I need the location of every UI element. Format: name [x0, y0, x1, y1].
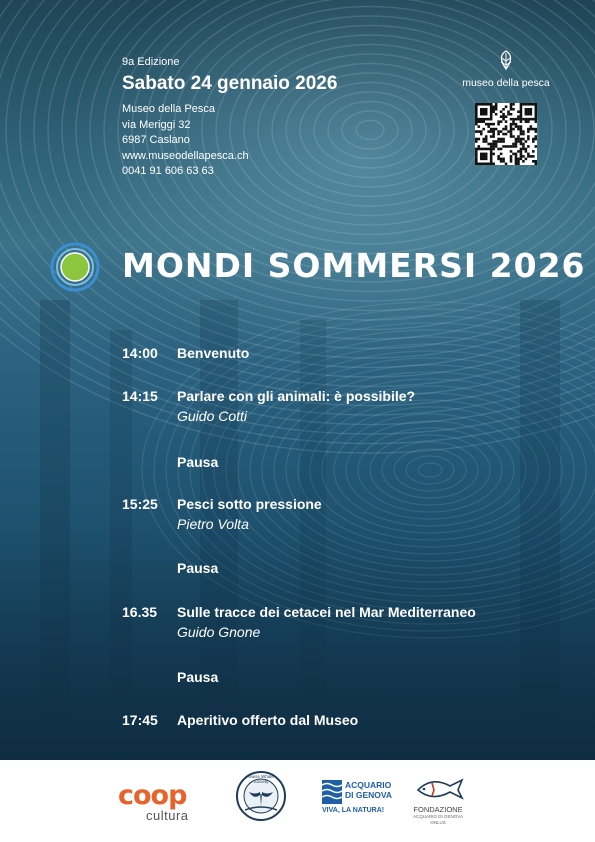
program-title: Pausa — [177, 560, 219, 576]
acquario-line1: ACQUARIO — [345, 780, 392, 790]
coop-logo-word: coop — [118, 780, 187, 811]
fondazione-line3: ONLUS — [430, 820, 446, 825]
edition-label: 9a Edizione — [122, 56, 180, 68]
program-row — [122, 711, 358, 729]
program-row — [122, 387, 415, 405]
event-title-block — [50, 242, 586, 294]
program-time: 17:45 — [122, 712, 158, 728]
program-speaker: Pietro Volta — [177, 516, 249, 532]
program-title: Pausa — [177, 669, 219, 685]
program-time: 15:25 — [122, 496, 158, 512]
fondazione-line1: FONDAZIONE — [413, 805, 463, 814]
venue-city: 6987 Caslano — [122, 134, 190, 146]
program-row — [122, 453, 218, 471]
venue-phone: 0041 91 606 63 63 — [122, 165, 214, 177]
program-title: Pausa — [177, 454, 219, 470]
program-speaker: Guido Gnone — [177, 624, 261, 640]
event-date: Sabato 24 gennaio 2026 — [122, 73, 338, 94]
program-row — [122, 668, 218, 686]
sponsor-swiss-whale-society[interactable] — [235, 770, 287, 827]
program-row — [122, 344, 249, 362]
sponsor-coop-cultura[interactable] — [118, 782, 189, 823]
program-row — [122, 559, 218, 577]
acquario-line2: DI GENOVA — [345, 790, 393, 800]
qr-code[interactable] — [475, 103, 537, 165]
fondazione-line2: ACQUARIO DI GENOVA — [413, 814, 463, 819]
program-speaker: Guido Cotti — [177, 408, 248, 424]
program-title: Pesci sotto pressione — [177, 496, 322, 512]
museum-brand-name: museo della pesca — [462, 77, 550, 89]
coop-logo-sub: cultura — [146, 808, 189, 823]
program-row — [122, 603, 476, 621]
sponsor-footer — [0, 760, 595, 842]
museum-leaf-logo-icon — [495, 50, 517, 70]
venue-website[interactable]: www.museodellapesca.ch — [122, 149, 249, 162]
museum-brand — [452, 50, 560, 89]
swiss-whale-name: Swiss Whale Society — [248, 774, 274, 784]
fish-outline-icon — [410, 776, 466, 800]
qr-code-icon — [475, 103, 537, 165]
program-row — [122, 495, 322, 513]
sponsor-fondazione-acquario[interactable] — [410, 776, 466, 826]
program-time: 14:15 — [122, 388, 158, 404]
sponsor-acquario-genova[interactable] — [322, 780, 392, 814]
acquario-logo-text — [345, 780, 392, 800]
venue-name: Museo della Pesca — [122, 103, 215, 115]
program-title: Aperitivo offerto dal Museo — [177, 712, 359, 728]
venue-address — [122, 102, 337, 180]
event-title: MONDI SOMMERSI 2026 — [122, 246, 586, 285]
venue-street: via Meriggi 32 — [122, 118, 191, 131]
program-title: Sulle tracce dei cetacei nel Mar Mediterraneo — [177, 604, 476, 620]
program-time: 14:00 — [122, 345, 158, 361]
program-title: Parlare con gli animali: è possibile? — [177, 388, 416, 404]
event-circle-logo-icon — [50, 242, 100, 292]
acquario-tagline: VIVA, LA NATURA! — [322, 807, 385, 814]
wave-stripes-icon — [322, 780, 342, 804]
event-header — [122, 56, 337, 180]
program-time: 16.35 — [122, 604, 158, 620]
program-title: Benvenuto — [177, 345, 250, 361]
